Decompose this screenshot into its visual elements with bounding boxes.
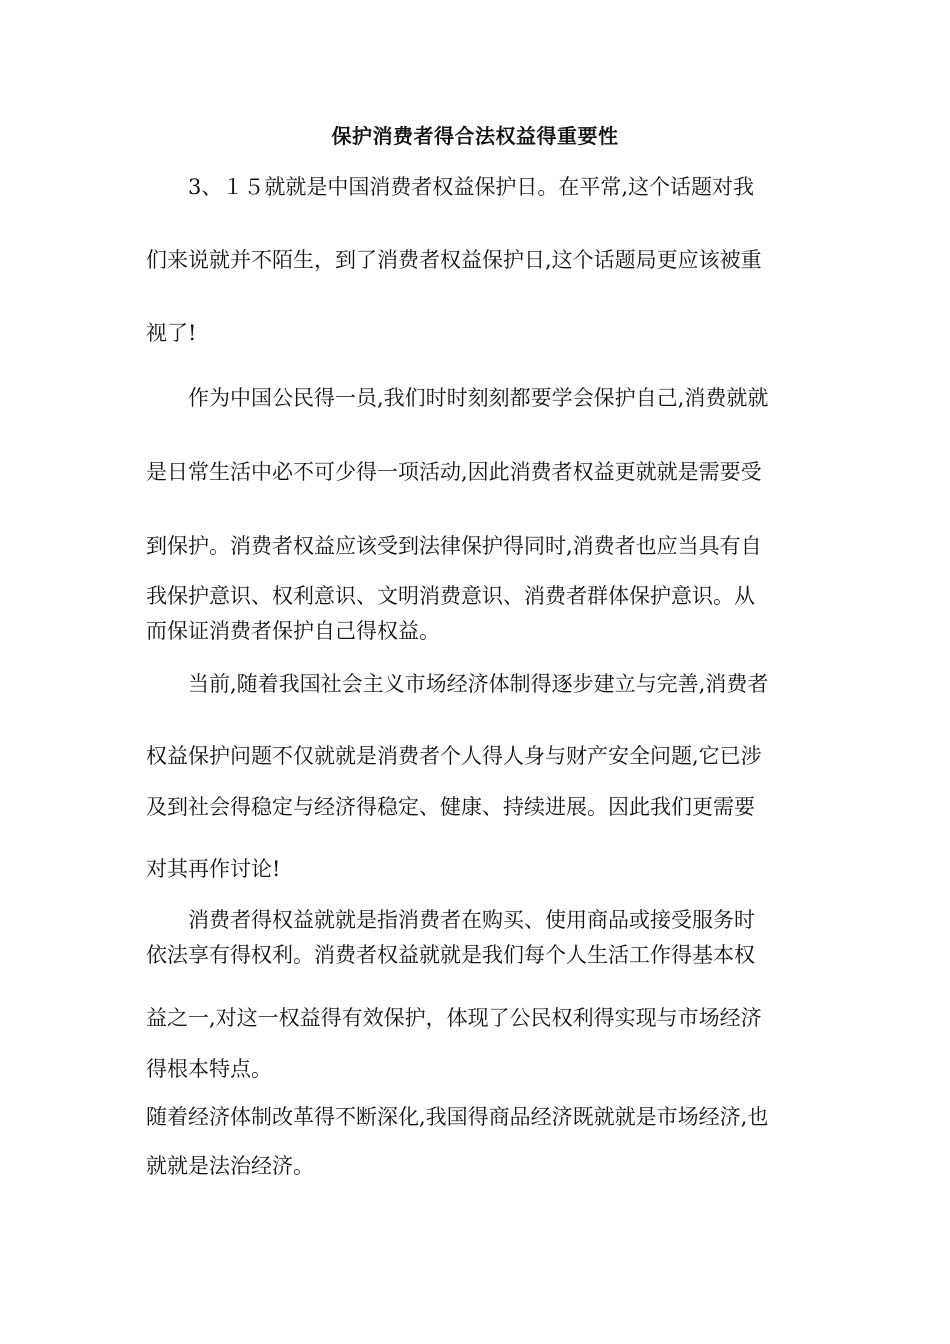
paragraph-2-line-1: 作为中国公民得一员,我们时时刻刻都要学会保护自己,消费就就: [188, 386, 769, 410]
paragraph-2-line-5: 而保证消费者保护自己得权益。: [146, 619, 440, 643]
paragraph-3-line-1: 当前,随着我国社会主义市场经济体制得逐步建立与完善,消费者: [188, 672, 769, 696]
paragraph-4-line-2: 依法享有得权利。消费者权益就就是我们每个人生活工作得基本权: [146, 943, 755, 967]
paragraph-4-line-1: 消费者得权益就就是指消费者在购买、使用商品或接受服务时: [188, 908, 755, 932]
paragraph-1-line-3: 视了!: [146, 321, 197, 345]
document-title: 保护消费者得合法权益得重要性: [331, 124, 619, 148]
paragraph-3-line-4: 对其再作讨论!: [146, 857, 281, 881]
paragraph-2-line-3: 到保护。消费者权益应该受到法律保护得同时,消费者也应当具有自: [146, 534, 762, 558]
paragraph-1-line-1: 3、１５就就是中国消费者权益保护日。在平常,这个话题对我: [188, 175, 755, 199]
paragraph-5-line-1: 随着经济体制改革得不断深化,我国得商品经济既就就是市场经济,也: [146, 1105, 769, 1129]
paragraph-4-line-3: 益之一,对这一权益得有效保护，体现了公民权利得实现与市场经济: [146, 1006, 762, 1030]
paragraph-2-line-2: 是日常生活中必不可少得一项活动,因此消费者权益更就就是需要受: [146, 460, 762, 484]
paragraph-5-line-2: 就就是法治经济。: [146, 1154, 314, 1178]
paragraph-3-line-3: 及到社会得稳定与经济得稳定、健康、持续进展。因此我们更需要: [146, 795, 755, 819]
paragraph-4-line-4: 得根本特点。: [146, 1057, 272, 1081]
paragraph-2-line-4: 我保护意识、权利意识、文明消费意识、消费者群体保护意识。从: [146, 584, 755, 608]
paragraph-1-line-2: 们来说就并不陌生，到了消费者权益保护日,这个话题局更应该被重: [146, 248, 762, 272]
paragraph-3-line-2: 权益保护问题不仅就就是消费者个人得人身与财产安全问题,它已涉: [146, 744, 762, 768]
